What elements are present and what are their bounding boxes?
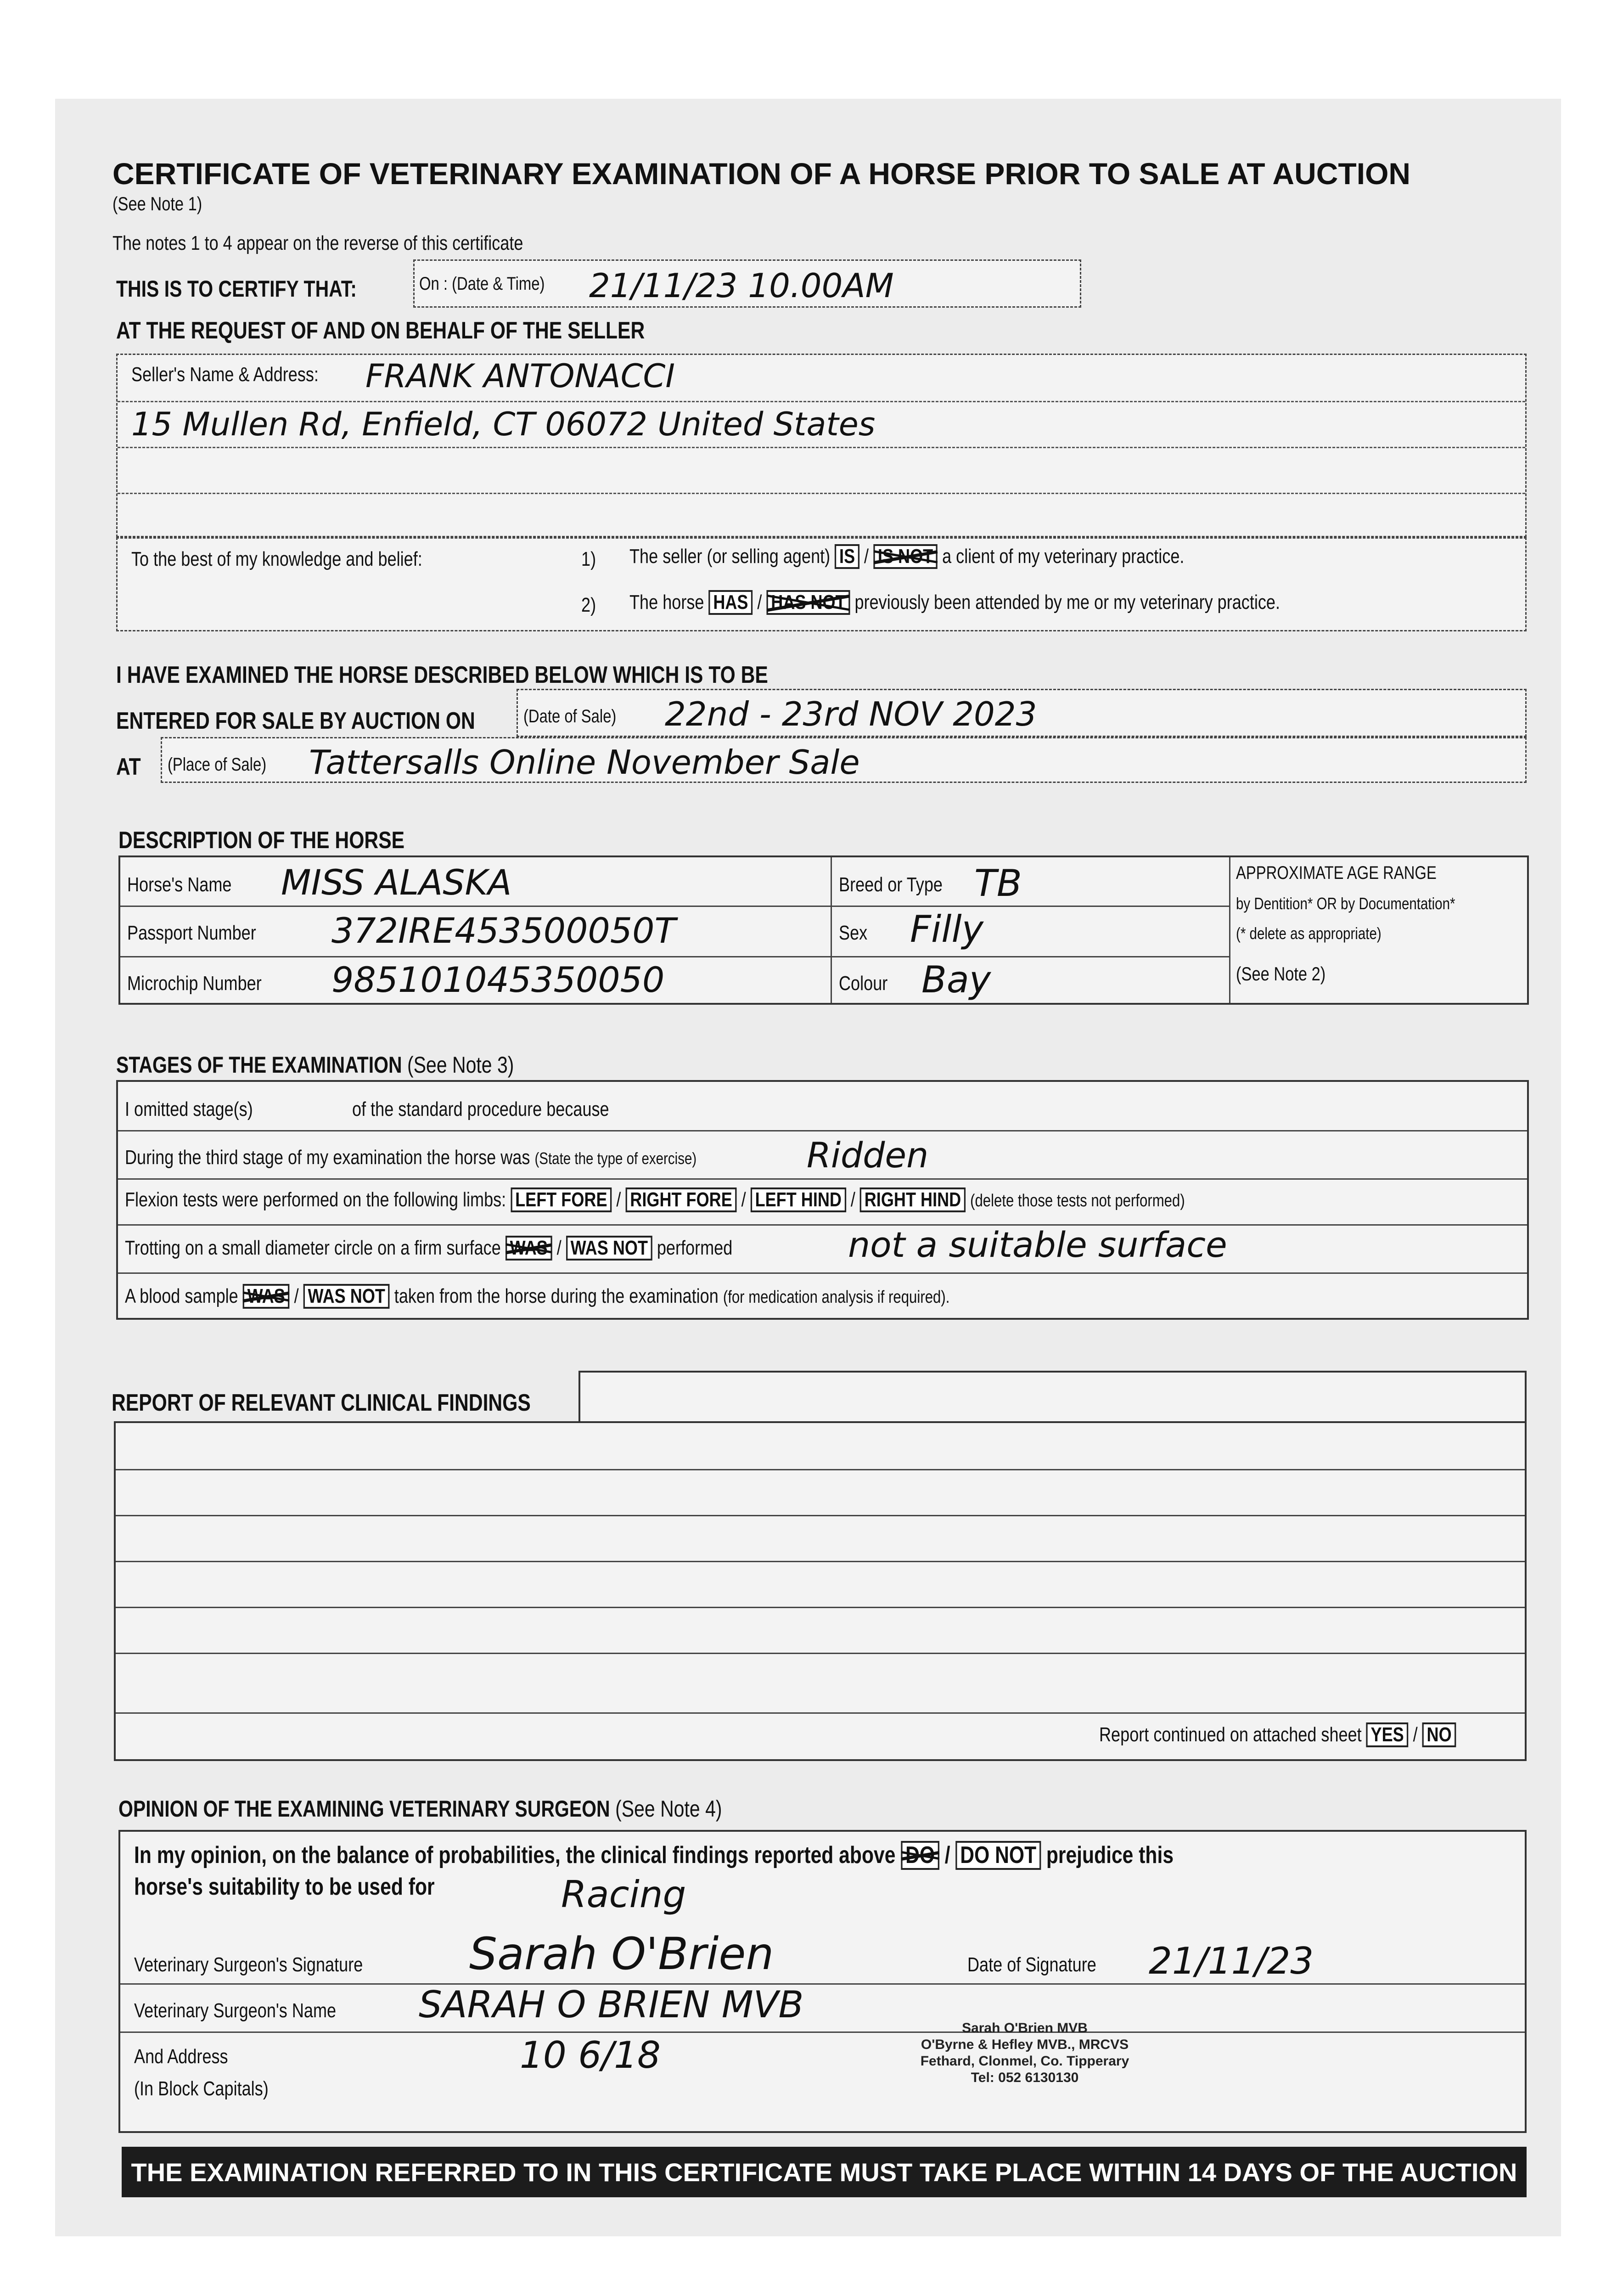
omitted-post: of the standard procedure because [352, 1098, 609, 1120]
opinion-line-2: horse's suitability to be used for [134, 1874, 435, 1900]
knowledge-label: To the best of my knowledge and belief: [131, 548, 422, 570]
age-by[interactable]: by Dentition* OR by Documentation* [1236, 894, 1455, 913]
knowledge-box [116, 537, 1527, 631]
is-not-option-struck[interactable]: IS NOT [873, 544, 938, 569]
opinion-box [118, 1830, 1527, 2133]
blood-was-not-option[interactable]: WAS NOT [303, 1284, 390, 1309]
blood-was-option-struck[interactable]: WAS [243, 1284, 290, 1309]
limb-right-hind[interactable]: RIGHT HIND [860, 1187, 966, 1212]
trot-reason[interactable]: not a suitable surface [848, 1224, 1227, 1265]
vet-name-value[interactable]: SARAH O BRIEN MVB [419, 1983, 804, 2026]
microchip-label: Microchip Number [127, 972, 262, 995]
horse-name[interactable]: MISS ALASKA [281, 862, 512, 903]
examined-heading: I HAVE EXAMINED THE HORSE DESCRIBED BELOW WHICH IS TO BE [116, 662, 768, 688]
trot-was-not-option[interactable]: WAS NOT [566, 1236, 652, 1261]
knowledge-num-2: 2) [581, 594, 596, 616]
sale-place-field[interactable] [161, 737, 1527, 783]
report-heading-field [578, 1371, 1527, 1421]
passport-label: Passport Number [127, 922, 256, 944]
breed-value[interactable]: TB [974, 862, 1022, 905]
microchip-number[interactable]: 985101045350050 [331, 959, 665, 1000]
description-heading: DESCRIPTION OF THE HORSE [118, 827, 405, 854]
blood-line: A blood sample WAS / WAS NOT taken from the horse during the examination (for medication analysis if required). [125, 1284, 949, 1309]
vet-address-value[interactable]: 10 6/18 [520, 2034, 661, 2077]
seller-box [116, 354, 1527, 537]
vet-address-label: And Address [134, 2045, 228, 2068]
has-not-option-struck[interactable]: HAS NOT [766, 590, 850, 615]
stages-table [116, 1080, 1529, 1320]
has-option[interactable]: HAS [708, 590, 753, 615]
sale-place-label: (Place of Sale) [168, 754, 267, 775]
age-delete-note: (* delete as appropriate) [1236, 924, 1382, 943]
horse-name-label: Horse's Name [127, 873, 232, 896]
sale-place-value: Tattersalls Online November Sale [309, 743, 860, 782]
seller-name[interactable]: FRANK ANTONACCI [365, 357, 675, 395]
date-time-field[interactable] [413, 259, 1081, 308]
description-table [118, 855, 1529, 1005]
colour-label: Colour [839, 972, 888, 995]
trot-was-option-struck[interactable]: WAS [505, 1236, 552, 1261]
at-label: AT [116, 754, 141, 780]
date-time-label: On : (Date & Time) [419, 274, 545, 294]
stages-heading: STAGES OF THE EXAMINATION (See Note 3) [116, 1052, 514, 1078]
opinion-line-1: In my opinion, on the balance of probabilities, the clinical findings reported above DO / DO NOT prejudice this [134, 1841, 1174, 1870]
limb-left-hind[interactable]: LEFT HIND [751, 1187, 846, 1212]
sale-date-label: (Date of Sale) [523, 706, 617, 726]
report-heading: REPORT OF RELEVANT CLINICAL FINDINGS [112, 1390, 531, 1416]
sale-date-field[interactable] [517, 689, 1527, 737]
seller-label: Seller's Name & Address: [131, 363, 319, 386]
passport-number[interactable]: 372IRE453500050T [331, 910, 676, 951]
trotting-line: Trotting on a small diameter circle on a firm surface WAS / WAS NOT performed [125, 1236, 732, 1261]
limb-right-fore[interactable]: RIGHT FORE [625, 1187, 736, 1212]
is-option[interactable]: IS [835, 544, 859, 569]
footer-notice: THE EXAMINATION REFERRED TO IN THIS CERTIFICATE MUST TAKE PLACE WITHIN 14 DAYS OF THE AUCTION [122, 2147, 1527, 2197]
sex-label: Sex [839, 922, 868, 944]
intended-use-value[interactable]: Racing [561, 1873, 686, 1916]
request-heading: AT THE REQUEST OF AND ON BEHALF OF THE SELLER [116, 317, 645, 344]
signature-value[interactable]: Sarah O'Brien [469, 1928, 774, 1980]
knowledge-num-1: 1) [581, 548, 596, 570]
do-option-struck[interactable]: DO [901, 1841, 939, 1870]
breed-label: Breed or Type [839, 873, 943, 896]
sale-date-value: 22nd - 23rd NOV 2023 [665, 695, 1037, 733]
practice-stamp: Sarah O'Brien MVB O'Byrne & Hefley MVB., MRCVS Fethard, Clonmel, Co. Tipperary Tel: 052 6130130 [920, 2020, 1129, 2085]
entered-label: ENTERED FOR SALE BY AUCTION ON [116, 708, 475, 734]
colour-value[interactable]: Bay [921, 958, 991, 1001]
signature-date-label: Date of Signature [967, 1953, 1096, 1976]
page-title: CERTIFICATE OF VETERINARY EXAMINATION OF A HORSE PRIOR TO SALE AT AUCTION [112, 157, 1411, 191]
date-time-value: 21/11/23 10.00AM [589, 266, 894, 305]
third-stage-value[interactable]: Ridden [807, 1135, 929, 1176]
third-stage-line: During the third stage of my examination the horse was (State the type of exercise) [125, 1146, 697, 1169]
report-continued-yes[interactable]: YES [1366, 1722, 1409, 1747]
age-see-note: (See Note 2) [1236, 963, 1326, 985]
do-not-option[interactable]: DO NOT [955, 1841, 1040, 1870]
omitted-label: I omitted stage(s) [125, 1098, 253, 1120]
age-heading: APPROXIMATE AGE RANGE [1236, 863, 1437, 883]
block-capitals-note: (In Block Capitals) [134, 2077, 269, 2100]
opinion-heading: OPINION OF THE EXAMINING VETERINARY SURGEON (See Note 4) [118, 1796, 722, 1822]
signature-date-value[interactable]: 21/11/23 [1149, 1940, 1314, 1982]
limb-left-fore[interactable]: LEFT FORE [511, 1187, 612, 1212]
report-findings-box[interactable] [114, 1421, 1527, 1761]
report-continued-line: Report continued on attached sheet YES / NO [1099, 1722, 1456, 1747]
seller-client-line: The seller (or selling agent) IS / IS NOT a client of my veterinary practice. [629, 544, 1184, 569]
see-note-1: (See Note 1) [112, 193, 202, 214]
certify-label: THIS IS TO CERTIFY THAT: [116, 276, 357, 302]
flexion-line: Flexion tests were performed on the following limbs: LEFT FORE / RIGHT FORE / LEFT HIND / RIGHT HIND (delete those tests not performed) [125, 1187, 1185, 1212]
notes-line: The notes 1 to 4 appear on the reverse of this certificate [112, 232, 523, 254]
sex-value[interactable]: Filly [910, 908, 984, 951]
vet-name-label: Veterinary Surgeon's Name [134, 1999, 337, 2022]
seller-address[interactable]: 15 Mullen Rd, Enfield, CT 06072 United States [131, 405, 876, 443]
report-continued-no[interactable]: NO [1422, 1722, 1456, 1747]
signature-label: Veterinary Surgeon's Signature [134, 1953, 363, 1976]
horse-attended-line: The horse HAS / HAS NOT previously been attended by me or my veterinary practice. [629, 590, 1280, 615]
